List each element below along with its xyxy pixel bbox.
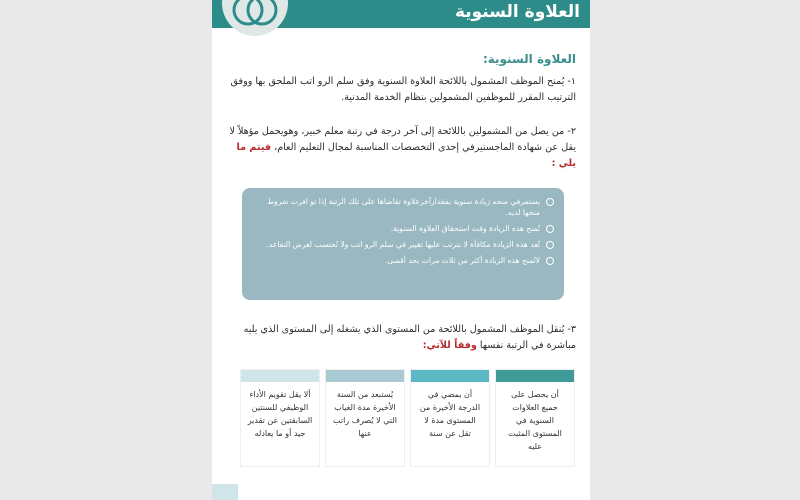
card-color-bar — [411, 370, 489, 382]
info-item-text: تُمنح هذه الزيادة وقت استحقاق العلاوة السنوية. — [390, 224, 540, 233]
bullet-icon — [546, 225, 554, 233]
bullet-icon — [546, 257, 554, 265]
paragraph-3-highlight: وفقاً للآتي: — [422, 340, 477, 351]
logo-rings-icon — [222, 0, 288, 36]
paragraph-2 — [226, 124, 576, 172]
conditions-cards — [240, 370, 574, 468]
section-heading: العلاوة السنوية: — [482, 52, 576, 66]
info-list — [242, 188, 564, 266]
card-color-bar — [496, 370, 574, 382]
paragraph-2-highlight: فيتم ما يلي : — [236, 142, 576, 169]
card-color-bar — [241, 370, 319, 382]
paragraph-3-text: ٣- يُنقل الموظف المشمول باللائحة من المستوى الذي يشغله إلى المستوى الذي يليه مباشرة في الرتبة نفسها — [243, 324, 576, 351]
info-item-text: تُعد هذه الزيادة مكافأة لا يترتب عليها تغيير في سلم الرو اتب ولا تُحتسب لغرض التقاعد. — [266, 240, 540, 249]
info-item-text: يستمرفي منحه زيادة سنوية بمقدارآخرعلاوة تقاضاها على تلك الرتبة إذا تو افرت شروط منحها لديه. — [267, 197, 540, 217]
condition-card — [496, 370, 574, 466]
logo-emblem — [222, 0, 288, 36]
card-color-bar — [326, 370, 404, 382]
condition-card — [411, 370, 489, 466]
card-text: يُستبعد من السنة الأخيرة مدة الغياب التي لا يُصرف راتب عنها — [333, 390, 397, 438]
info-item — [254, 255, 554, 266]
info-item — [254, 239, 554, 250]
paragraph-2-text: ٢- من يصل من المشمولين باللائحة إلى آخر درجة في رتبة معلم خبير، وهويحمل مؤهلاً لا يقل عن شهادة الماجستيرفي إحدى التخصصات المناسبة لمجال التعليم العام، — [229, 126, 576, 153]
card-text: ألا يقل تقويم الأداء الوظيفي للسنتين السابقتين عن تقدير جيد أو ما يعادله — [247, 390, 313, 438]
info-item-text: لاتُمنح هذه الزيادة أكثر من ثلاث مرات بحد أقصى. — [384, 256, 540, 265]
bullet-icon — [546, 198, 554, 206]
page-title: العلاوة السنوية — [454, 2, 580, 22]
info-box — [242, 188, 564, 300]
condition-card — [241, 370, 319, 466]
document-page — [212, 0, 590, 500]
info-item — [254, 196, 554, 218]
card-text: أن يحصل على جميع العلاوات السنوية في المستوى المثبت عليه — [508, 390, 562, 451]
condition-card — [326, 370, 404, 466]
paragraph-3 — [226, 322, 576, 354]
info-item — [254, 223, 554, 234]
card-text: أن يمضي في الدرجة الأخيرة من المستوى مدة لا تقل عن سنة — [419, 390, 481, 438]
paragraph-1: ١- يُمنح الموظف المشمول باللائحة العلاوة السنوية وفق سلم الرو اتب الملحق بها ووفق الترتيب المقرر للموظفين المشمولين بنظام الخدمة المدنية. — [230, 76, 576, 103]
bullet-icon — [546, 241, 554, 249]
corner-decoration — [212, 484, 238, 500]
